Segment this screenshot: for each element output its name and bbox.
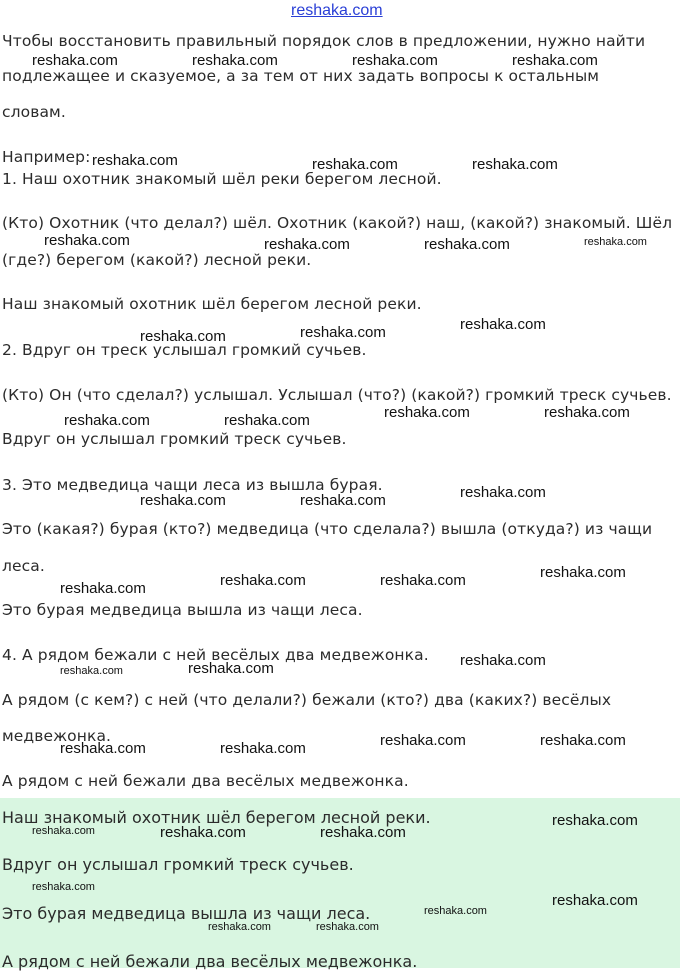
watermark: reshaka.com bbox=[424, 905, 487, 917]
watermark: reshaka.com bbox=[312, 156, 398, 173]
analysis-line: А рядом (с кем?) с ней (что делали?) бежали (кто?) два (каких?) весёлых bbox=[2, 691, 612, 709]
watermark: reshaka.com bbox=[584, 236, 647, 248]
watermark: reshaka.com bbox=[220, 740, 306, 757]
task-line: 4. А рядом бежали с ней весёлых два медвежонка. bbox=[2, 646, 429, 664]
watermark: reshaka.com bbox=[472, 156, 558, 173]
task-line: 3. Это медведица чащи леса из вышла бурая. bbox=[2, 476, 383, 494]
task-line: 1. Наш охотник знакомый шёл реки берегом лесной. bbox=[2, 170, 442, 188]
answer-line: А рядом с ней бежали два весёлых медвежонка. bbox=[2, 952, 418, 971]
watermark: reshaka.com bbox=[32, 881, 95, 893]
intro-line: словам. bbox=[2, 103, 66, 121]
intro-line: подлежащее и сказуемое, а за тем от них задать вопросы к остальным bbox=[2, 67, 600, 85]
watermark: reshaka.com bbox=[224, 412, 310, 429]
answer-line: Вдруг он услышал громкий треск сучьев. bbox=[2, 855, 354, 874]
watermark: reshaka.com bbox=[44, 232, 130, 249]
watermark: reshaka.com bbox=[552, 892, 638, 909]
example-label: Например: bbox=[2, 148, 91, 166]
watermark: reshaka.com bbox=[60, 740, 146, 757]
watermark: reshaka.com bbox=[384, 404, 470, 421]
watermark: reshaka.com bbox=[188, 660, 274, 677]
watermark: reshaka.com bbox=[32, 825, 95, 837]
watermark: reshaka.com bbox=[140, 492, 226, 509]
watermark: reshaka.com bbox=[320, 824, 406, 841]
result-line: Вдруг он услышал громкий треск сучьев. bbox=[2, 430, 347, 448]
watermark: reshaka.com bbox=[208, 921, 271, 933]
intro-line: Чтобы восстановить правильный порядок слов в предложении, нужно найти bbox=[2, 32, 646, 50]
watermark: reshaka.com bbox=[220, 572, 306, 589]
watermark: reshaka.com bbox=[540, 732, 626, 749]
watermark: reshaka.com bbox=[300, 324, 386, 341]
result-line: Наш знакомый охотник шёл берегом лесной реки. bbox=[2, 295, 422, 313]
watermark: reshaka.com bbox=[64, 412, 150, 429]
analysis-line: (где?) берегом (какой?) лесной реки. bbox=[2, 251, 312, 269]
watermark: reshaka.com bbox=[380, 572, 466, 589]
watermark: reshaka.com bbox=[316, 921, 379, 933]
analysis-line: медвежонка. bbox=[2, 727, 112, 745]
watermark: reshaka.com bbox=[540, 564, 626, 581]
task-line: 2. Вдруг он треск услышал громкий сучьев. bbox=[2, 341, 367, 359]
answer-line: Наш знакомый охотник шёл берегом лесной реки. bbox=[2, 808, 431, 827]
top-watermark-link[interactable]: reshaka.com bbox=[291, 2, 383, 19]
watermark: reshaka.com bbox=[352, 52, 438, 69]
watermark: reshaka.com bbox=[192, 52, 278, 69]
watermark: reshaka.com bbox=[460, 652, 546, 669]
watermark: reshaka.com bbox=[60, 580, 146, 597]
watermark: reshaka.com bbox=[60, 665, 123, 677]
watermark: reshaka.com bbox=[32, 52, 118, 69]
watermark: reshaka.com bbox=[552, 812, 638, 829]
analysis-line: леса. bbox=[2, 557, 45, 575]
watermark: reshaka.com bbox=[544, 404, 630, 421]
watermark: reshaka.com bbox=[300, 492, 386, 509]
watermark: reshaka.com bbox=[140, 328, 226, 345]
watermark: reshaka.com bbox=[460, 316, 546, 333]
watermark: reshaka.com bbox=[92, 152, 178, 169]
watermark: reshaka.com bbox=[380, 732, 466, 749]
analysis-line: (Кто) Он (что сделал?) услышал. Услышал (что?) (какой?) громкий треск сучьев. bbox=[2, 386, 672, 404]
analysis-line: (Кто) Охотник (что делал?) шёл. Охотник (какой?) наш, (какой?) знакомый. Шёл bbox=[2, 214, 673, 232]
watermark: reshaka.com bbox=[424, 236, 510, 253]
watermark: reshaka.com bbox=[460, 484, 546, 501]
answer-line: Это бурая медведица вышла из чащи леса. bbox=[2, 904, 371, 923]
analysis-line: Это (какая?) бурая (кто?) медведица (что сделала?) вышла (откуда?) из чащи bbox=[2, 520, 653, 538]
result-line: Это бурая медведица вышла из чащи леса. bbox=[2, 601, 363, 619]
result-line: А рядом с ней бежали два весёлых медвежонка. bbox=[2, 772, 409, 790]
watermark: reshaka.com bbox=[264, 236, 350, 253]
watermark: reshaka.com bbox=[160, 824, 246, 841]
watermark: reshaka.com bbox=[512, 52, 598, 69]
